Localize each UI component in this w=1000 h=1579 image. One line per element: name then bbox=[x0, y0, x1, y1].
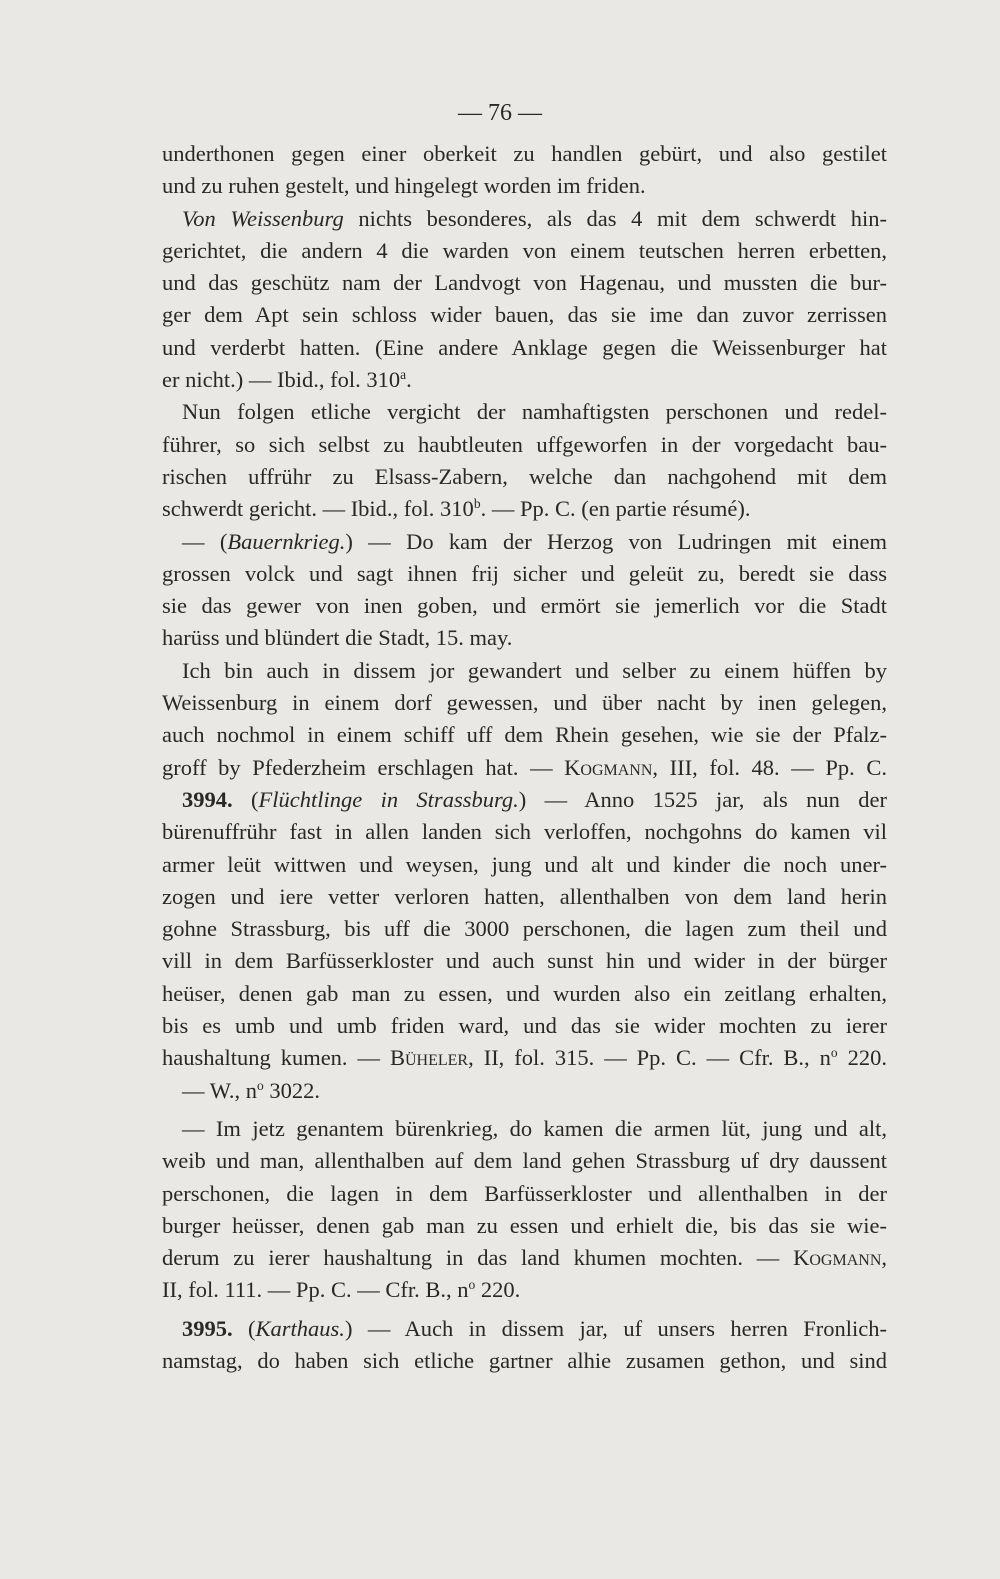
text-run: — W., n bbox=[182, 1077, 258, 1103]
page-number: — 76 — bbox=[458, 100, 542, 126]
text-line: Nun folgen etliche vergicht der namhaftigsten perschonen und redel- bbox=[182, 399, 887, 425]
text-line: und verderbt hatten. (Eine andere Anklage gegen die Weissenburger hat bbox=[162, 334, 887, 360]
text-line: sie das gewer von inen goben, und ermört sie jemerlich vor die Stadt bbox=[162, 593, 887, 619]
text-line: Ich bin auch in dissem jor gewandert und selber zu einem hüffen by bbox=[182, 657, 887, 683]
text-line: burger heüsser, denen gab man zu essen und erhielt die, bis das sie wie- bbox=[162, 1212, 887, 1238]
text-line: vill in dem Barfüsserkloster und auch sunst hin und wider in der bürger bbox=[162, 948, 887, 974]
text-line: gohne Strassburg, bis uff die 3000 perschonen, die lagen zum theil und bbox=[162, 916, 887, 942]
text-line: underthonen gegen einer oberkeit zu handlen gebürt, und also gestilet bbox=[162, 141, 887, 166]
text-line: weib und man, allenthalben auf dem land gehen Strassburg uf dry daussent bbox=[162, 1148, 887, 1174]
text-line bbox=[162, 1042, 887, 1074]
superscript: a bbox=[400, 366, 407, 382]
text-run: II, fol. 111. — Pp. C. — Cfr. B., n bbox=[162, 1277, 469, 1303]
text-line bbox=[162, 364, 887, 396]
superscript: o bbox=[830, 1045, 838, 1061]
superscript: o bbox=[257, 1077, 264, 1093]
text-line: grossen volck und sagt ihnen frij sicher und geleüt zu, beredt sie dass bbox=[162, 560, 887, 586]
text-line: zogen und iere vetter verloren hatten, allenthalben von dem land herin bbox=[162, 883, 887, 909]
text-run: schwerdt gericht. — Ibid., fol. 310 bbox=[162, 496, 474, 522]
text-run: er nicht.) — Ibid., fol. 310 bbox=[162, 367, 401, 393]
text-line: Von Weissenburg nichts besonderes, als das 4 mit dem schwerdt hin- bbox=[182, 205, 887, 231]
text-line: — (Bauernkrieg.) — Do kam der Herzog von Ludringen mit einem bbox=[182, 528, 887, 554]
text-line: auch nochmol in einem schiff uff dem Rhein gesehen, wie sie der Pfalz- bbox=[162, 722, 887, 748]
text-line: bis es umb und umb friden ward, und das sie wider mochten zu ierer bbox=[162, 1013, 887, 1039]
entry-heading-line: 3994. (Flüchtlinge in Strassburg.) — Anno 1525 jar, als nun der bbox=[182, 786, 887, 812]
text-line: rischen uffrühr zu Elsass-Zabern, welche dan nachgohend mit dem bbox=[162, 463, 887, 489]
text-run: 220. bbox=[837, 1045, 887, 1071]
text-line bbox=[162, 1075, 887, 1107]
superscript: o bbox=[468, 1277, 476, 1293]
entry-heading-line: 3995. (Karthaus.) — Auch in dissem jar, uf unsers herren Fronlich- bbox=[182, 1315, 887, 1341]
text-line: ger dem Apt sein schloss wider bauen, das sie ime dan zuvor zerrissen bbox=[162, 302, 887, 328]
text-line: Weissenburg in einem dorf gewessen, und über nacht by inen gelegen, bbox=[162, 690, 887, 716]
text-line bbox=[162, 1274, 887, 1306]
text-line bbox=[162, 493, 887, 525]
text-line: groff by Pfederzheim erschlagen hat. — Kogmann, III, fol. 48. — Pp. C. bbox=[162, 754, 888, 780]
text-line: gerichtet, die andern 4 die warden von einem teutschen herren erbetten, bbox=[162, 237, 887, 263]
text-line: bürenuffrühr fast in allen landen sich verloffen, nochgohns do kamen vil bbox=[162, 819, 887, 845]
text-line: namstag, do haben sich etliche gartner alhie zusamen gethon, und sind bbox=[162, 1347, 887, 1373]
text-line: perschonen, die lagen in dem Barfüsserkloster und allenthalben in der bbox=[162, 1180, 887, 1206]
text-run: . bbox=[406, 367, 412, 393]
text-line: harüss und blündert die Stadt, 15. may. bbox=[162, 625, 513, 651]
text-run: 220. bbox=[475, 1277, 521, 1303]
text-run: . — Pp. C. (en partie résumé). bbox=[480, 496, 751, 522]
superscript: b bbox=[473, 496, 481, 512]
text-line: derum zu ierer haushaltung in das land khumen mochten. — Kogmann, bbox=[162, 1245, 887, 1271]
text-line: und zu ruhen gestelt, und hingelegt worden im friden. bbox=[162, 173, 646, 199]
text-line: und das geschütz nam der Landvogt von Hagenau, und mussten die bur- bbox=[162, 270, 887, 296]
text-line: armer leüt wittwen und weysen, jung und alt und kinder die noch uner- bbox=[162, 851, 887, 877]
text-line: — Im jetz genantem bürenkrieg, do kamen die armen lüt, jung und alt, bbox=[182, 1115, 887, 1141]
text-run: haushaltung kumen. — Büheler, II, fol. 315. — Pp. C. — Cfr. B., n bbox=[162, 1045, 831, 1071]
text-line: heüser, denen gab man zu essen, und wurden also ein zeitlang erhalten, bbox=[162, 980, 887, 1006]
text-run: 3022. bbox=[263, 1077, 321, 1103]
text-line: führer, so sich selbst zu haubtleuten uffgeworfen in der vorgedacht bau- bbox=[162, 431, 887, 457]
body-text bbox=[162, 138, 887, 1377]
